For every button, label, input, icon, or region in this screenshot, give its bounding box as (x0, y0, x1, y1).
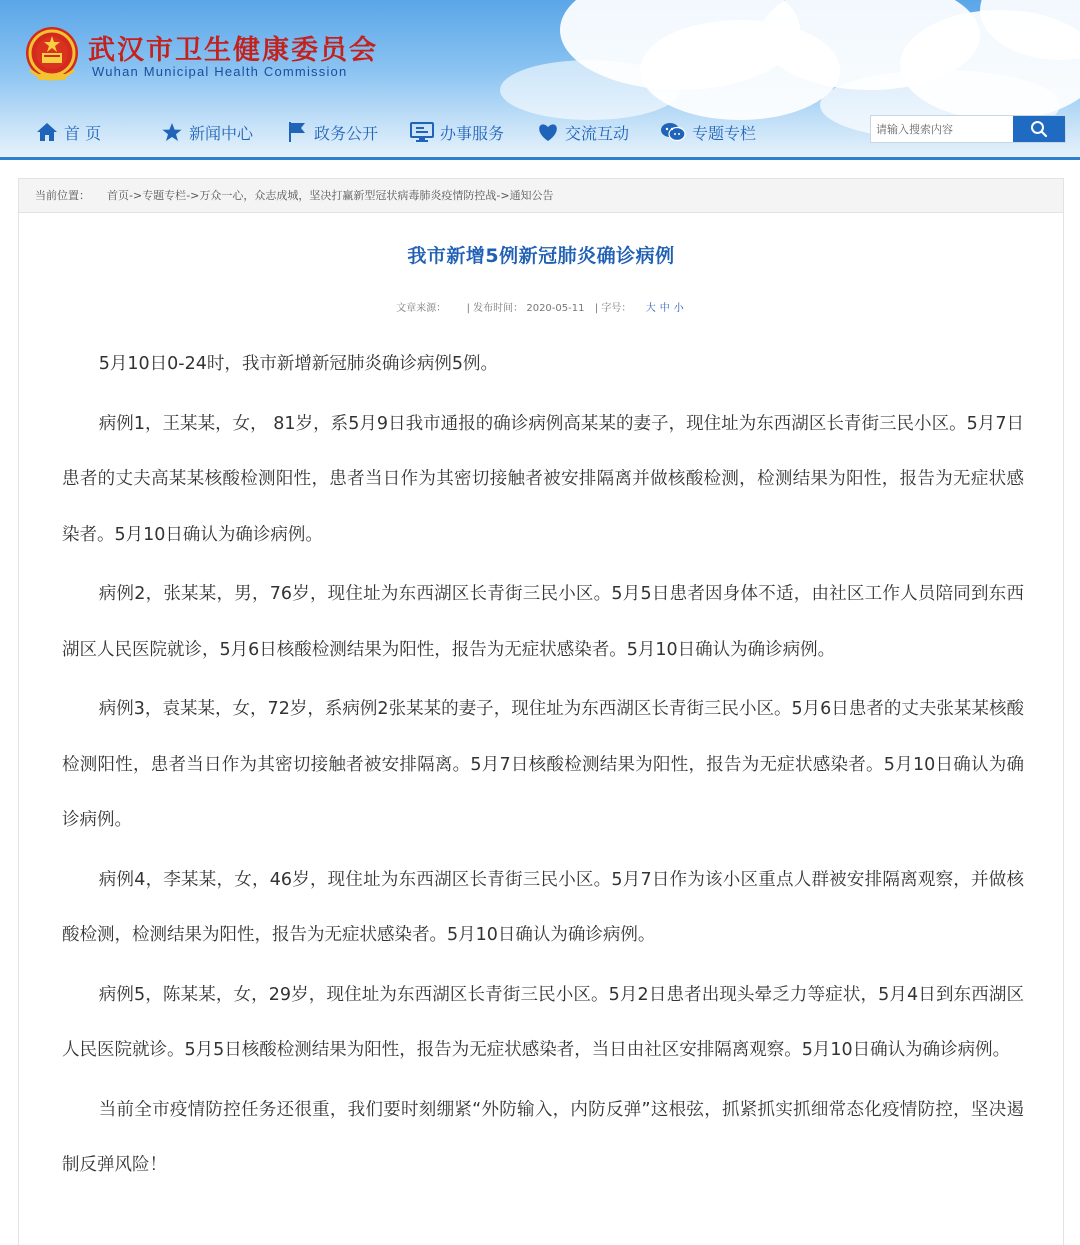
date-label: | 发布时间： (466, 303, 524, 314)
nav-item-gov-affairs[interactable] (286, 116, 378, 148)
search-icon (1030, 120, 1048, 138)
chat-icon (660, 121, 686, 143)
article-meta (19, 299, 1063, 314)
nav-item-special-topics[interactable] (660, 116, 756, 148)
article-title: 我市新增5例新冠肺炎确诊病例 (407, 245, 675, 267)
breadcrumb-separator: -> (186, 189, 200, 202)
nav-item-news[interactable] (161, 116, 253, 148)
cloud-decoration (500, 60, 680, 120)
site-title-english: Wuhan Municipal Health Commission (92, 64, 348, 79)
breadcrumb-separator: -> (129, 189, 143, 202)
nav-label: 交流互动 (565, 123, 630, 143)
breadcrumb-prefix: 当前位置： (35, 189, 90, 202)
content-panel (18, 178, 1064, 1245)
nav-label: 新闻中心 (189, 123, 254, 143)
font-size-label: | 字号： (594, 303, 632, 314)
star-icon (161, 122, 183, 142)
site-title-chinese[interactable]: 武汉市卫生健康委员会 (88, 35, 378, 66)
font-size-large[interactable]: 大 (645, 303, 656, 314)
flag-icon (286, 121, 308, 143)
font-size-medium[interactable]: 中 (659, 303, 670, 314)
article-paragraph: 病例4，李某某，女，46岁，现住址为东西湖区长青街三民小区。5月7日作为该小区重点人群被安排隔离观察，并做核酸检测，检测结果为阳性，报告为无症状感染者。5月10日确认为确诊病例。 (62, 869, 1024, 945)
main-nav (0, 116, 860, 148)
article-paragraph: 病例1，王某某，女， 81岁，系5月9日我市通报的确诊病例高某某的妻子，现住址为东西湖区长青街三民小区。5月7日患者的丈夫高某某核酸检测阳性，患者当日作为其密切接触者被安排隔离并做核酸检测，检测结果为阳性，报告为无症状感染者。5月10日确认为确诊病例。 (62, 413, 1024, 545)
site-header (0, 0, 1080, 160)
article-paragraph: 病例2，张某某，男，76岁，现住址为东西湖区长青街三民小区。5月5日患者因身体不适，由社区工作人员陪同到东西湖区人民医院就诊，5月6日核酸检测结果为阳性，报告为无症状感染者。5月10日确认为确诊病例。 (62, 584, 1024, 660)
breadcrumb-item-campaign[interactable]: 万众一心，众志成城，坚决打赢新型冠状病毒肺炎疫情防控战 (199, 189, 497, 202)
search-button[interactable] (1013, 116, 1065, 142)
search-input[interactable] (871, 116, 1013, 142)
header-divider (0, 157, 1080, 160)
source-label: 文章来源： (396, 303, 447, 314)
breadcrumb-separator: -> (496, 189, 510, 202)
nav-label: 专题专栏 (692, 123, 757, 143)
font-size-small[interactable]: 小 (673, 303, 684, 314)
national-emblem-logo[interactable] (24, 26, 80, 84)
nav-item-interaction[interactable] (537, 116, 629, 148)
article-paragraph: 病例5，陈某某，女，29岁，现住址为东西湖区长青街三民小区。5月2日患者出现头晕乏力等症状，5月4日到东西湖区人民医院就诊。5月5日核酸检测结果为阳性，报告为无症状感染者，当日由社区安排隔离观察。5月10日确认为确诊病例。 (62, 984, 1024, 1060)
monitor-icon (410, 121, 434, 143)
breadcrumb-item-home[interactable]: 首页 (107, 189, 129, 202)
nav-label: 政务公开 (314, 123, 379, 143)
home-icon (36, 122, 58, 142)
breadcrumb (19, 179, 1063, 213)
article-paragraph: 病例3，袁某某，女，72岁，系病例2张某某的妻子，现住址为东西湖区长青街三民小区。5月6日患者的丈夫张某某核酸检测阳性，患者当日作为其密切接触者被安排隔离。5月7日核酸检测结果为阳性，报告为无症状感染者。5月10日确认为确诊病例。 (62, 699, 1024, 830)
article-paragraph: 当前全市疫情防控任务还很重，我们要时刻绷紧“外防输入，内防反弹”这根弦，抓紧抓实抓细常态化疫情防控，坚决遏制反弹风险！ (62, 1099, 1024, 1175)
nav-item-home[interactable] (36, 116, 101, 148)
nav-label: 首 页 (64, 123, 102, 143)
breadcrumb-item-special-topics[interactable]: 专题专栏 (142, 189, 187, 202)
nav-label: 办事服务 (440, 123, 505, 143)
heart-icon (537, 122, 559, 142)
publish-date: 2020-05-11 (526, 303, 585, 314)
nav-item-services[interactable] (410, 116, 504, 148)
breadcrumb-item-notices[interactable]: 通知公告 (509, 189, 554, 202)
search-box (870, 115, 1066, 143)
article-paragraph: 5月10日0-24时，我市新增新冠肺炎确诊病例5例。 (98, 354, 499, 374)
article-body (62, 337, 1024, 1198)
